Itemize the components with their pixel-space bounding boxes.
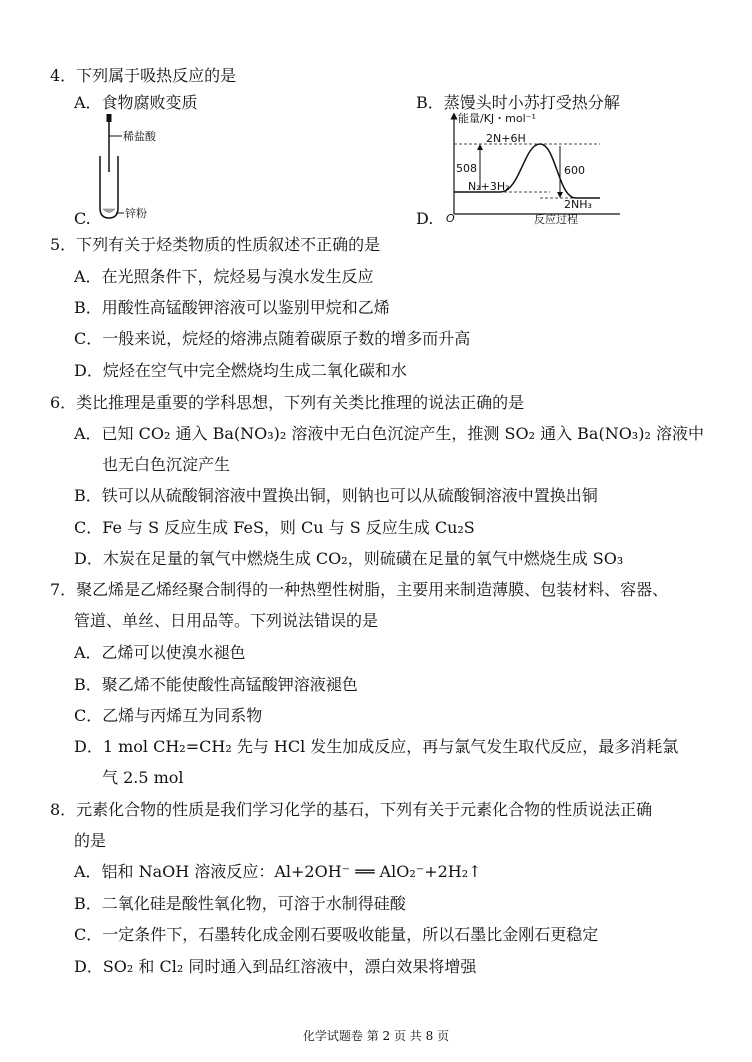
- q7-stem-line2: 管道、单丝、日用品等。下列说法错误的是: [74, 611, 379, 630]
- released-energy-value: 600: [564, 164, 585, 177]
- q5-option-a: A．在光照条件下，烷烃易与溴水发生反应: [74, 267, 374, 286]
- q6-option-b: B．铁可以从硫酸铜溶液中置换出铜，则钠也可以从硫酸铜溶液中置换出铜: [74, 486, 598, 505]
- q6-option-a-line2: 也无白色沉淀产生: [102, 455, 231, 474]
- q7-option-d-line1: D．1 mol CH₂=CH₂ 先与 HCl 发生加成反应，再与氯气发生取代反应，最多消耗氯: [74, 737, 679, 756]
- zinc-label: 锌粉: [125, 207, 147, 220]
- dropper-bulb: [107, 114, 112, 122]
- q8-option-c: C．一定条件下，石墨转化成金刚石要吸收能量，所以石墨比金刚石更稳定: [74, 925, 599, 944]
- page-footer: 化学试题卷 第 2 页 共 8 页: [302, 1029, 450, 1043]
- q4-option-d-label: D.: [416, 209, 434, 228]
- q8-stem-line2: 的是: [74, 831, 107, 850]
- q6-option-a-line1: A．已知 CO₂ 通入 Ba(NO₃)₂ 溶液中无白色沉淀产生，推测 SO₂ 通入 Ba(NO₃)₂ 溶液中: [74, 424, 704, 443]
- q8-option-d: D．SO₂ 和 Cl₂ 同时通入到品红溶液中，漂白效果将增强: [74, 957, 477, 976]
- origin-label: O: [446, 212, 455, 225]
- q7-option-c: C．乙烯与丙烯互为同系物: [74, 706, 263, 725]
- q5-option-b: B．用酸性高锰酸钾溶液可以鉴别甲烷和乙烯: [74, 298, 390, 317]
- q6-option-d: D．木炭在足量的氧气中燃烧生成 CO₂，则硫磺在足量的氧气中燃烧生成 SO₃: [74, 549, 624, 568]
- q6-option-c: C．Fe 与 S 反应生成 FeS，则 Cu 与 S 反应生成 Cu₂S: [74, 518, 475, 537]
- q8-stem-line1: 8．元素化合物的性质是我们学习化学的基石，下列有关于元素化合物的性质说法正确: [50, 800, 653, 819]
- q8-option-b: B．二氧化硅是酸性氧化物，可溶于水制得硅酸: [74, 894, 406, 913]
- q8-option-a: A．铝和 NaOH 溶液反应：Al+2OH⁻ ══ AlO₂⁻+2H₂↑: [74, 862, 482, 881]
- test-tube-figure: [96, 112, 176, 224]
- q6-stem: 6．类比推理是重要的学科思想，下列有关类比推理的说法正确的是: [50, 393, 525, 412]
- q5-option-c: C．一般来说，烷烃的熔沸点随着碳原子数的增多而升高: [74, 329, 471, 348]
- q5-stem: 5．下列有关于烃类物质的性质叙述不正确的是: [50, 235, 381, 254]
- top-state-label: 2N+6H: [486, 132, 526, 145]
- q4-option-b: B．蒸馒头时小苏打受热分解: [416, 93, 620, 112]
- energy-diagram: [440, 110, 640, 228]
- q5-option-d: D．烷烃在空气中完全燃烧均生成二氧化碳和水: [74, 361, 407, 380]
- q7-option-d-line2: 气 2.5 mol: [102, 768, 184, 787]
- q4-option-a: A．食物腐败变质: [74, 93, 198, 112]
- absorbed-energy-value: 508: [456, 162, 477, 175]
- acid-label: 稀盐酸: [123, 130, 156, 143]
- products-label: 2NH₃: [564, 198, 592, 211]
- q7-option-b: B．聚乙烯不能使酸性高锰酸钾溶液褪色: [74, 675, 358, 694]
- q4-option-c-label: C.: [74, 209, 91, 228]
- q7-stem-line1: 7．聚乙烯是乙烯经聚合制得的一种热塑性树脂，主要用来制造薄膜、包装材料、容器、: [50, 580, 669, 599]
- x-axis-label: 反应过程: [534, 213, 578, 226]
- q7-option-a: A．乙烯可以使溴水褪色: [74, 643, 246, 662]
- q4-stem: 4．下列属于吸热反应的是: [50, 66, 237, 85]
- y-axis-label: 能量/KJ・mol⁻¹: [458, 112, 536, 125]
- zinc-powder: [103, 209, 115, 213]
- reactants-label: N₂+3H₂: [468, 180, 510, 193]
